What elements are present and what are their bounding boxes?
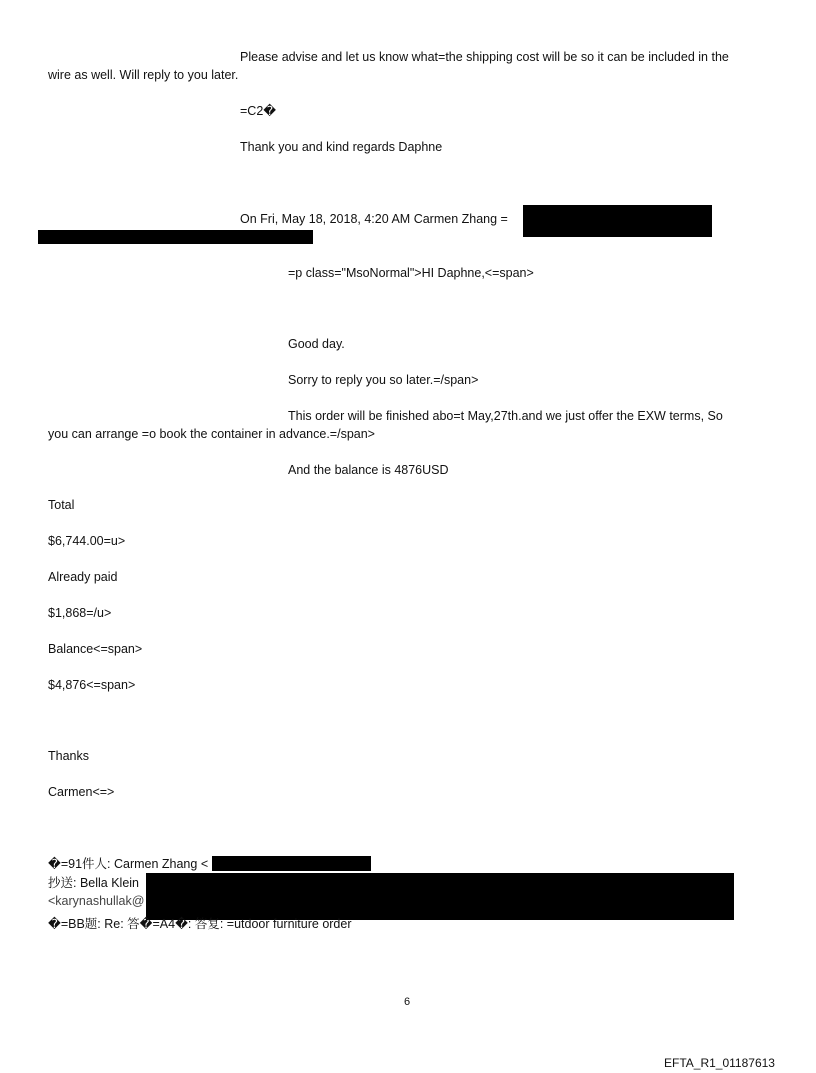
header-from: �=91件人: Carmen Zhang < [48,857,209,871]
body-line: Thanks [48,749,89,763]
table-value: $6,744.00=u> [48,534,126,548]
body-line: =p class="MsoNormal">HI Daphne,<=span> [288,266,534,280]
document-id: EFTA_R1_01187613 [664,1056,775,1070]
table-value: $1,868=/u> [48,606,112,620]
header-subject: �=BB题: Re: 答�=A4�: 答复: =utdoor furniture order [48,917,352,931]
signoff-line: Thank you and kind regards Daphne [240,140,443,154]
redaction-box [523,205,712,237]
body-line: =C2� [240,104,277,118]
table-label: Already paid [48,570,118,584]
signature-line: Carmen<=> [48,785,115,799]
body-line: Good day. [288,337,345,351]
redaction-box [212,856,371,871]
header-cc-email: <karynashullak@ [48,894,145,908]
quoted-header: On Fri, May 18, 2018, 4:20 AM Carmen Zhang = [240,212,508,226]
body-line: Sorry to reply you so later.=/span> [288,373,479,387]
table-label: Total [48,498,75,512]
redaction-box [38,230,313,244]
body-line: This order will be finished abo=t May,27th.and we just offer the EXW terms, So [288,409,723,423]
header-cc: 抄送: Bella Klein [48,876,140,890]
body-line: wire as well. Will reply to you later. [48,68,239,82]
redaction-box [146,873,734,920]
table-label: Balance<=span> [48,642,143,656]
body-line: Please advise and let us know what=the shipping cost will be so it can be included in the [240,50,729,64]
body-line: you can arrange =o book the container in advance.=/span> [48,427,375,441]
table-value: $4,876<=span> [48,678,136,692]
page-number: 6 [404,996,411,1008]
body-line: And the balance is 4876USD [288,463,449,477]
